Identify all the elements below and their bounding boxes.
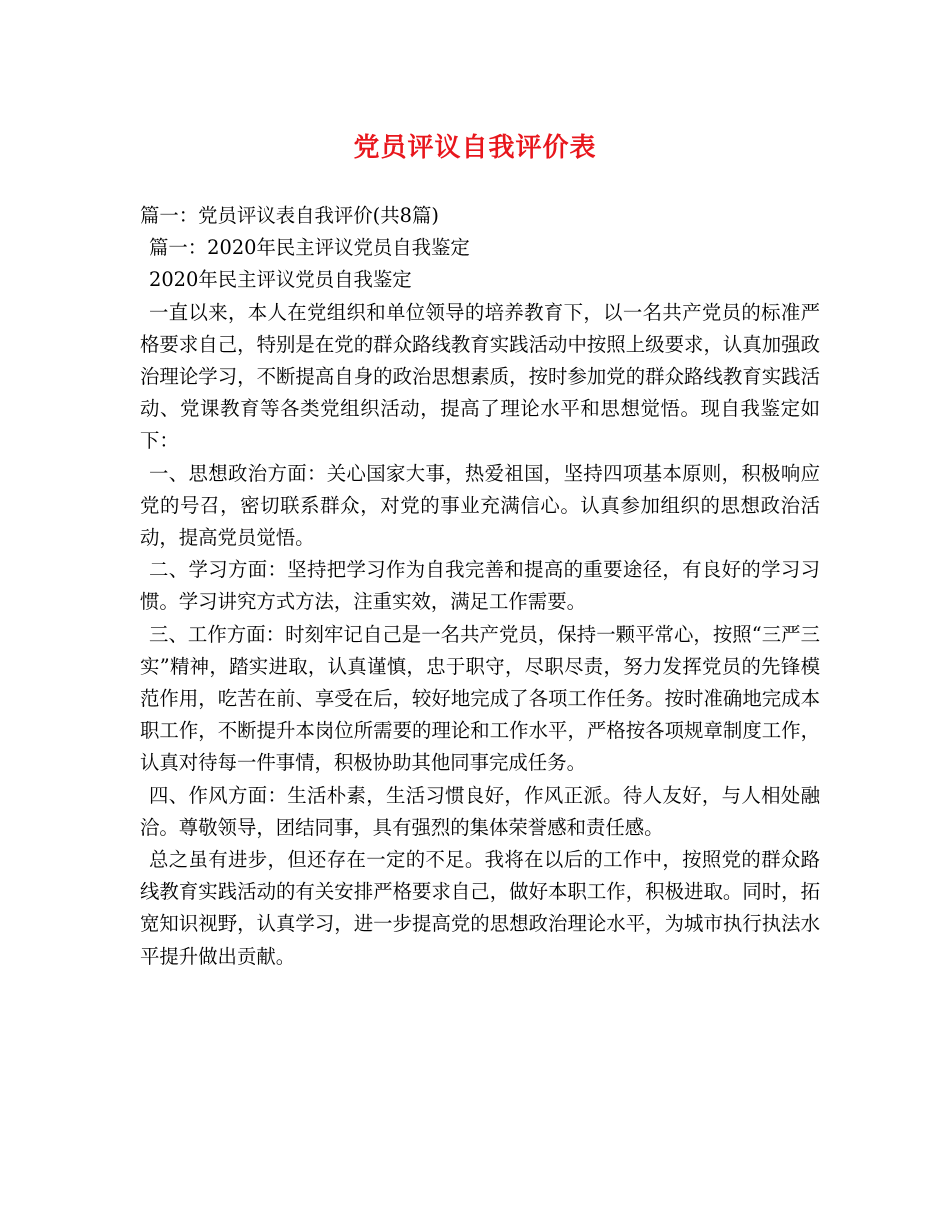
- paragraph-work: 三、工作方面：时刻牢记自己是一名共产党员，保持一颗平常心，按照“三严三实”精神，踏实进取，认真谨慎，忠于职守，尽职尽责，努力发挥党员的先锋模范作用，吃苦在前、享受在后，较好地完成了各项工作任务。按时准确地完成本职工作，不断提升本岗位所需要的理论和工作水平，严格按各项规章制度工作，认真对待每一件事情，积极协助其他同事完成任务。: [140, 622, 820, 775]
- paragraph-conduct: 四、作风方面：生活朴素，生活习惯良好，作风正派。待人友好，与人相处融洽。尊敬领导，团结同事，具有强烈的集体荣誉感和责任感。: [140, 783, 820, 839]
- document-title: 党员评议自我评价表: [353, 133, 597, 163]
- paragraph-political-thought: 一、思想政治方面：关心国家大事，热爱祖国，坚持四项基本原则，积极响应党的号召，密切联系群众，对党的事业充满信心。认真参加组织的思想政治活动，提高党员觉悟。: [140, 461, 820, 550]
- paragraph-article-title: 2020年民主评议党员自我鉴定: [149, 268, 412, 292]
- paragraph-introduction: 一直以来，本人在党组织和单位领导的培养教育下，以一名共产党员的标准严格要求自己，特别是在党的群众路线教育实践活动中按照上级要求，认真加强政治理论学习，不断提高自身的政治思想素质，按时参加党的群众路线教育实践活动、党课教育等各类党组织活动，提高了理论水平和思想觉悟。现自我鉴定如下：: [140, 300, 820, 453]
- paragraph-study: 二、学习方面：坚持把学习作为自我完善和提高的重要途径，有良好的学习习惯。学习讲究方式方法，注重实效，满足工作需要。: [140, 558, 820, 614]
- paragraph-article-heading: 篇一：2020年民主评议党员自我鉴定: [149, 236, 470, 260]
- document-body: [140, 200, 820, 973]
- paragraph-conclusion: 总之虽有进步，但还存在一定的不足。我将在以后的工作中，按照党的群众路线教育实践活动的有关安排严格要求自己，做好本职工作，积极进取。同时，拓宽知识视野，认真学习，进一步提高党的思想政治理论水平，为城市执行执法水平提升做出贡献。: [140, 848, 820, 968]
- paragraph-series-heading: 篇一：党员评议表自我评价(共8篇): [140, 204, 439, 227]
